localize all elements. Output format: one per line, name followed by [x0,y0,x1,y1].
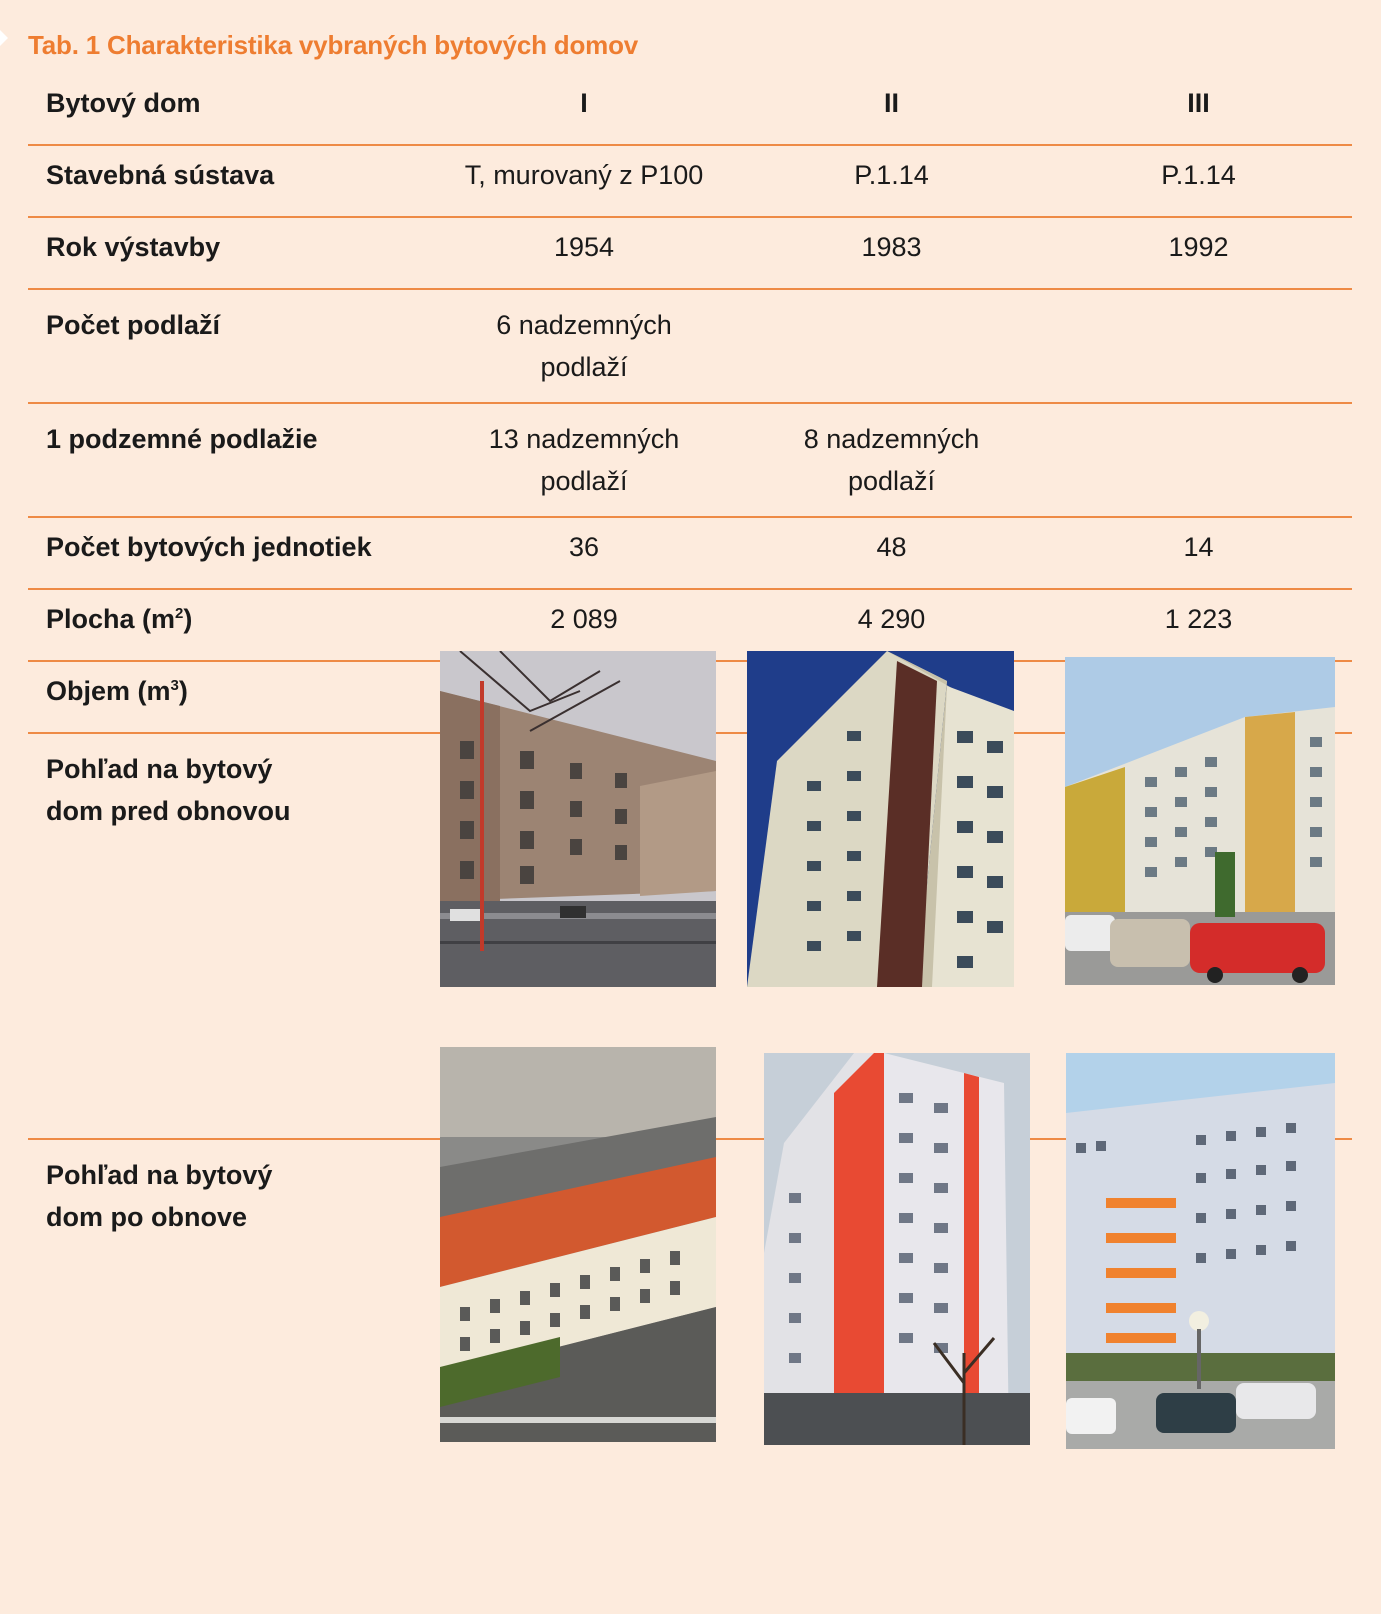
photo-building-ii-after [764,1053,1030,1445]
photo-building-ii-before [747,651,1014,987]
row-label: Rok výstavby [28,217,430,289]
cell: P.1.14 [738,145,1045,217]
corner-marker [0,30,8,46]
table-row [28,145,1352,217]
cell [1045,403,1352,517]
photo-building-iii-before [1065,657,1335,985]
cell: 1992 [1045,217,1352,289]
table-row [28,403,1352,517]
cell: 6 nadzemných podlaží [430,289,738,403]
photo-building-iii-after [1066,1053,1335,1449]
cell: 2 089 [430,589,738,661]
cell: 48 [738,517,1045,589]
row-label: Počet bytových jednotiek [28,517,430,589]
cell [738,289,1045,403]
cell: P.1.14 [1045,145,1352,217]
cell: 1983 [738,217,1045,289]
table-title: Tab. 1 Charakteristika vybraných bytových domov [28,30,639,60]
table-row [28,517,1352,589]
cell: 36 [430,517,738,589]
header-label: Bytový dom [28,76,430,145]
photo-building-i-before [440,651,716,987]
photo-building-i-after [440,1047,716,1442]
row-label: Počet podlaží [28,289,430,403]
cell [1045,289,1352,403]
header-col-iii: III [1045,76,1352,145]
cell: 8 nadzemných podlaží [738,403,1045,517]
row-label: Plocha $(m^2)$ [28,589,430,661]
row-label: Stavebná sústava [28,145,430,217]
row-label: 1 podzemné podlažie [28,403,430,517]
row-label: Objem $(m^3)$ [28,661,430,733]
header-col-ii: II [738,76,1045,145]
row-label: Pohľad na bytový dom pred obnovou [28,733,430,1139]
cell: 1 223 [1045,589,1352,661]
header-row [28,76,1352,145]
cell: 4 290 [738,589,1045,661]
header-col-i: I [430,76,738,145]
row-label: Pohľad na bytový dom po obnove [46,1160,273,1232]
cell: 1954 [430,217,738,289]
cell: T, murovaný z P100 [430,145,738,217]
table-row [28,217,1352,289]
cell: 14 [1045,517,1352,589]
cell: 13 nadzemných podlaží [430,403,738,517]
table-row [28,289,1352,403]
